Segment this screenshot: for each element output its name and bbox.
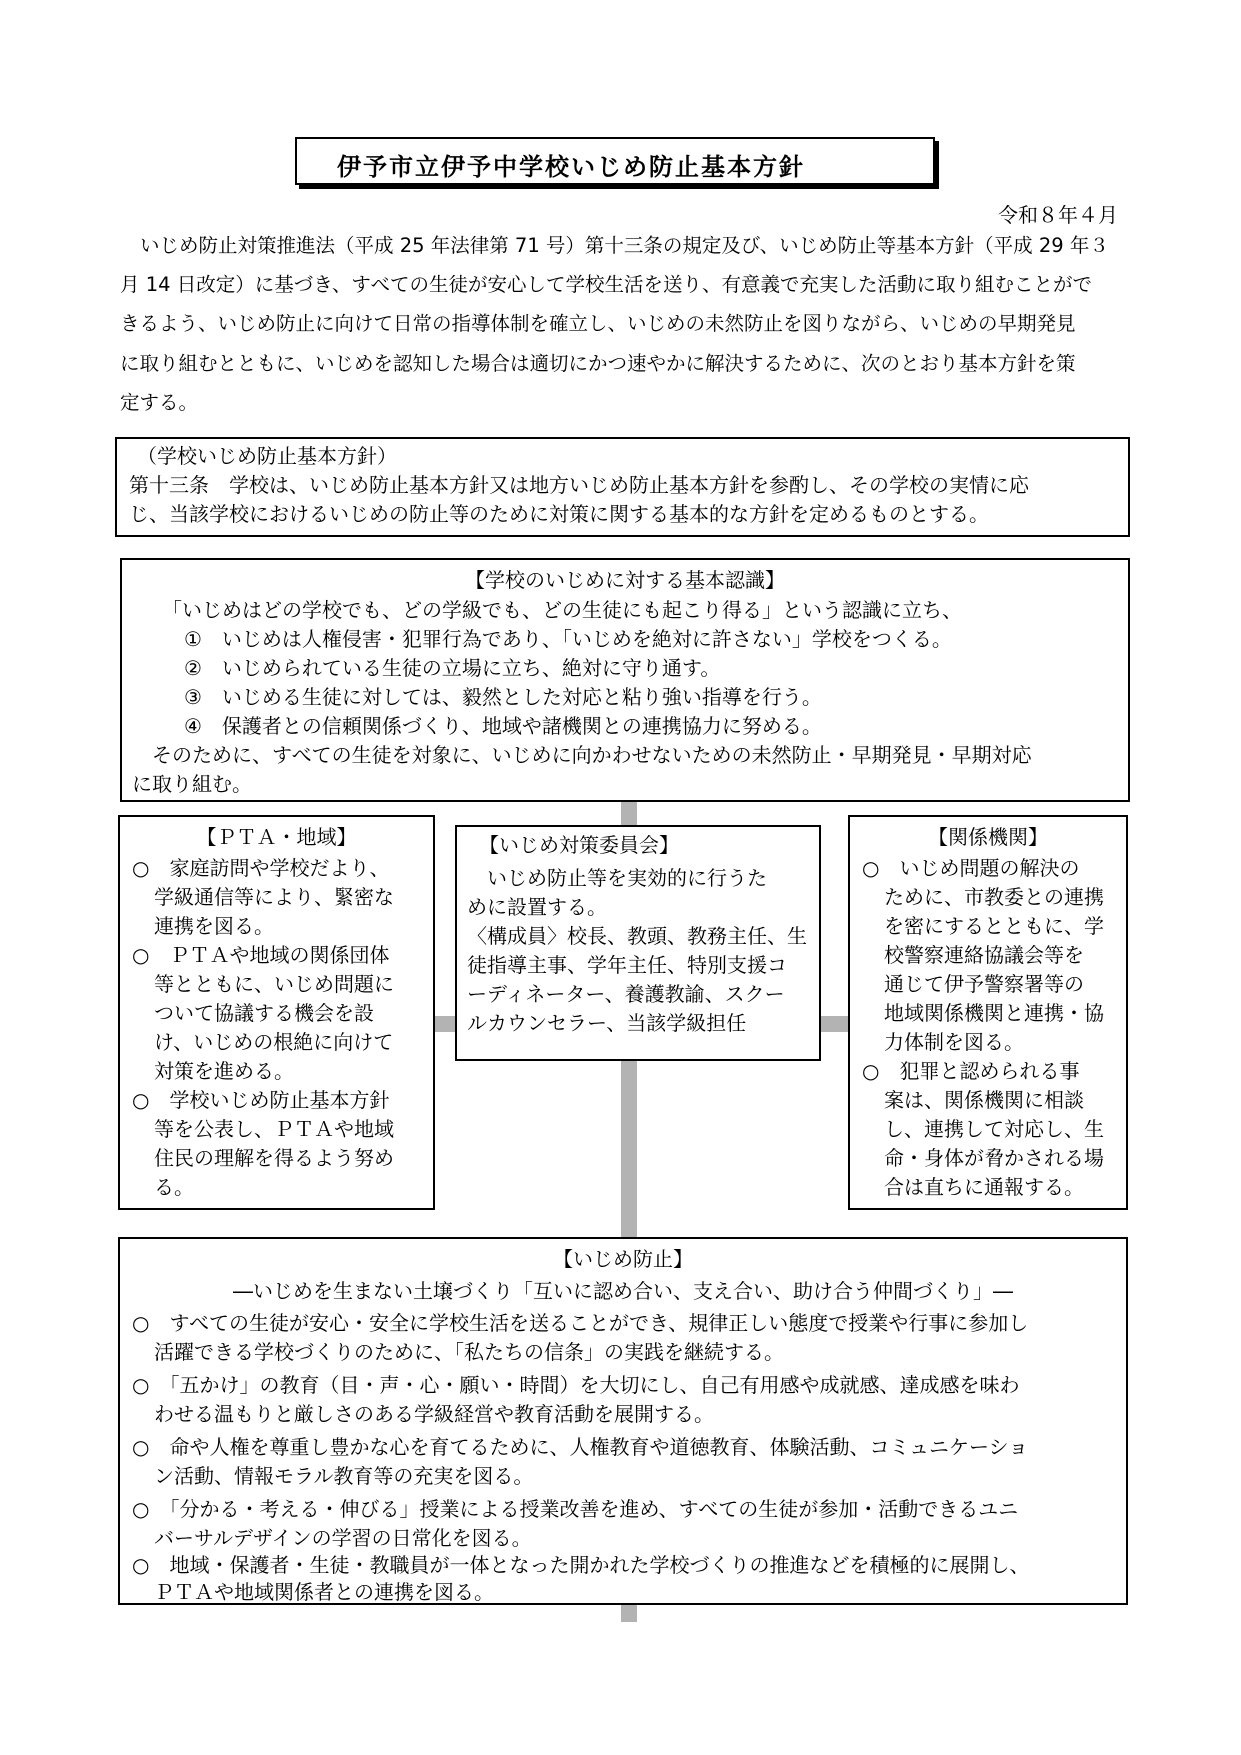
title-box (295, 137, 935, 185)
pta-line: ついて協議する機会を設 (154, 1001, 374, 1025)
committee-line: 〈構成員〉校長、教頭、教務主任、生 (467, 924, 807, 948)
pta-line: 等とともに、いじめ問題に (154, 972, 394, 996)
agencies-line: ○ いじめ問題の解決の (862, 856, 1080, 880)
committee-line: ルカウンセラー、当該学級担任 (467, 1011, 747, 1035)
law-line: 第十三条 学校は、いじめ防止基本方針又は地方いじめ防止基本方針を参酌し、その学校の実情に応 (129, 473, 1029, 497)
connector-middle (621, 1060, 637, 1240)
prevention-subheading: ―いじめを生まない土壌づくり「互いに認め合い、支え合い、助け合う仲間づくり」― (233, 1279, 1013, 1303)
agencies-line: 案は、関係機関に相談 (884, 1088, 1084, 1112)
intro-line: 定する。 (120, 391, 199, 414)
recognition-heading: 【学校のいじめに対する基本認識】 (465, 568, 785, 592)
pta-line: け、いじめの根絶に向けて (154, 1030, 394, 1054)
committee-line: めに設置する。 (467, 895, 607, 919)
agencies-line: 命・身体が脅かされる場 (884, 1146, 1104, 1170)
anti-bullying-committee-box (455, 825, 821, 1061)
committee-line: ーディネーター、養護教諭、スクー (467, 982, 785, 1006)
pta-community-box (118, 815, 435, 1210)
recognition-line: に取り組む。 (132, 772, 252, 796)
agencies-line: 力体制を図る。 (884, 1030, 1024, 1054)
pta-heading: 【ＰＴＡ・地域】 (196, 825, 357, 849)
prevention-line: ○ すべての生徒が安心・安全に学校生活を送ることができ、規律正しい態度で授業や行事に参加し (132, 1311, 1029, 1335)
prevention-line: バーサルデザインの学習の日常化を図る。 (154, 1526, 532, 1550)
pta-line: 連携を図る。 (154, 914, 274, 938)
agencies-heading: 【関係機関】 (928, 825, 1048, 849)
law-quote-box (115, 437, 1130, 537)
prevention-line: 活躍できる学校づくりのために、「私たちの信条」の実践を継続する。 (154, 1340, 784, 1364)
agencies-line: ○ 犯罪と認められる事 (862, 1059, 1080, 1083)
pta-line: ○ 学校いじめ防止基本方針 (132, 1088, 390, 1112)
recognition-line: ① いじめは人権侵害・犯罪行為であり、「いじめを絶対に許さない」学校をつくる。 (184, 627, 952, 651)
law-heading: （学校いじめ防止基本方針） (137, 444, 397, 468)
date: 令和８年４月 (998, 203, 1118, 227)
page-title: 伊予市立伊予中学校いじめ防止基本方針 (337, 153, 805, 181)
pta-line: る。 (154, 1175, 194, 1199)
prevention-line: ○ 「五かけ」の教育（目・声・心・願い・時間）を大切にし、自己有用感や成就感、達成感を味わ (132, 1373, 1020, 1397)
connector-right (820, 1016, 850, 1032)
prevention-line: わせる温もりと厳しさのある学級経営や教育活動を展開する。 (154, 1402, 714, 1426)
committee-heading: 【いじめ対策委員会】 (479, 833, 679, 857)
pta-line: 等を公表し、ＰＴＡや地域 (154, 1117, 394, 1141)
intro-line: 月 14 日改定）に基づき、すべての生徒が安心して学校生活を送り、有意義で充実した活動に取り組むことがで (120, 273, 1093, 296)
intro-line: きるよう、いじめ防止に向けて日常の指導体制を確立し、いじめの未然防止を図りながら、いじめの早期発見 (120, 312, 1076, 335)
bullying-prevention-box (118, 1237, 1128, 1605)
law-line: じ、当該学校におけるいじめの防止等のために対策に関する基本的な方針を定めるものとする。 (129, 502, 989, 526)
pta-line: 対策を進める。 (154, 1059, 294, 1083)
committee-line: 徒指導主事、学年主任、特別支援コ (467, 953, 787, 977)
pta-line: 住民の理解を得るよう努め (154, 1146, 394, 1170)
prevention-line: ＰＴＡや地域関係者との連携を図る。 (154, 1580, 494, 1604)
pta-line: ○ 家庭訪問や学校だより、 (132, 856, 390, 880)
recognition-line: ② いじめられている生徒の立場に立ち、絶対に守り通す。 (184, 656, 721, 680)
recognition-line: 「いじめはどの学校でも、どの学級でも、どの生徒にも起こり得る」という認識に立ち、 (162, 598, 962, 622)
recognition-line: ③ いじめる生徒に対しては、毅然とした対応と粘り強い指導を行う。 (184, 685, 822, 709)
pta-line: 学級通信等により、緊密な (154, 885, 394, 909)
agencies-line: し、連携して対応し、生 (884, 1117, 1104, 1141)
intro-line: に取り組むとともに、いじめを認知した場合は適切にかつ速やかに解決するために、次のとおり基本方針を策 (120, 352, 1076, 375)
recognition-line: ④ 保護者との信頼関係づくり、地域や諸機関との連携協力に努める。 (184, 714, 822, 738)
agencies-line: を密にするとともに、学 (884, 914, 1104, 938)
pta-line: ○ ＰＴＡや地域の関係団体 (132, 943, 390, 967)
agencies-line: 校警察連絡協議会等を (884, 943, 1084, 967)
recognition-line: そのために、すべての生徒を対象に、いじめに向かわせないための未然防止・早期発見・早期対応 (152, 743, 1032, 767)
related-agencies-box (848, 815, 1128, 1210)
basic-recognition-box (120, 558, 1130, 802)
prevention-line: ○ 「分かる・考える・伸びる」授業による授業改善を進め、すべての生徒が参加・活動できるユニ (132, 1497, 1019, 1521)
prevention-line: ○ 命や人権を尊重し豊かな心を育てるために、人権教育や道徳教育、体験活動、コミュニケーショ (132, 1435, 1029, 1459)
agencies-line: ために、市教委との連携 (884, 885, 1104, 909)
committee-line: いじめ防止等を実効的に行うた (487, 866, 767, 890)
agencies-line: 地域関係機関と連携・協 (884, 1001, 1104, 1025)
intro-line: いじめ防止対策推進法（平成 25 年法律第 71 号）第十三条の規定及び、いじめ防止等基本方針（平成 29 年３ (140, 234, 1109, 257)
prevention-heading: 【いじめ防止】 (553, 1247, 693, 1271)
prevention-line: ○ 地域・保護者・生徒・教職員が一体となった開かれた学校づくりの推進などを積極的に展開し、 (132, 1553, 1030, 1577)
connector-bottom (621, 1604, 637, 1622)
agencies-line: 合は直ちに通報する。 (884, 1175, 1084, 1199)
agencies-line: 通じて伊予警察署等の (884, 972, 1084, 996)
prevention-line: ン活動、情報モラル教育等の充実を図る。 (154, 1464, 534, 1488)
